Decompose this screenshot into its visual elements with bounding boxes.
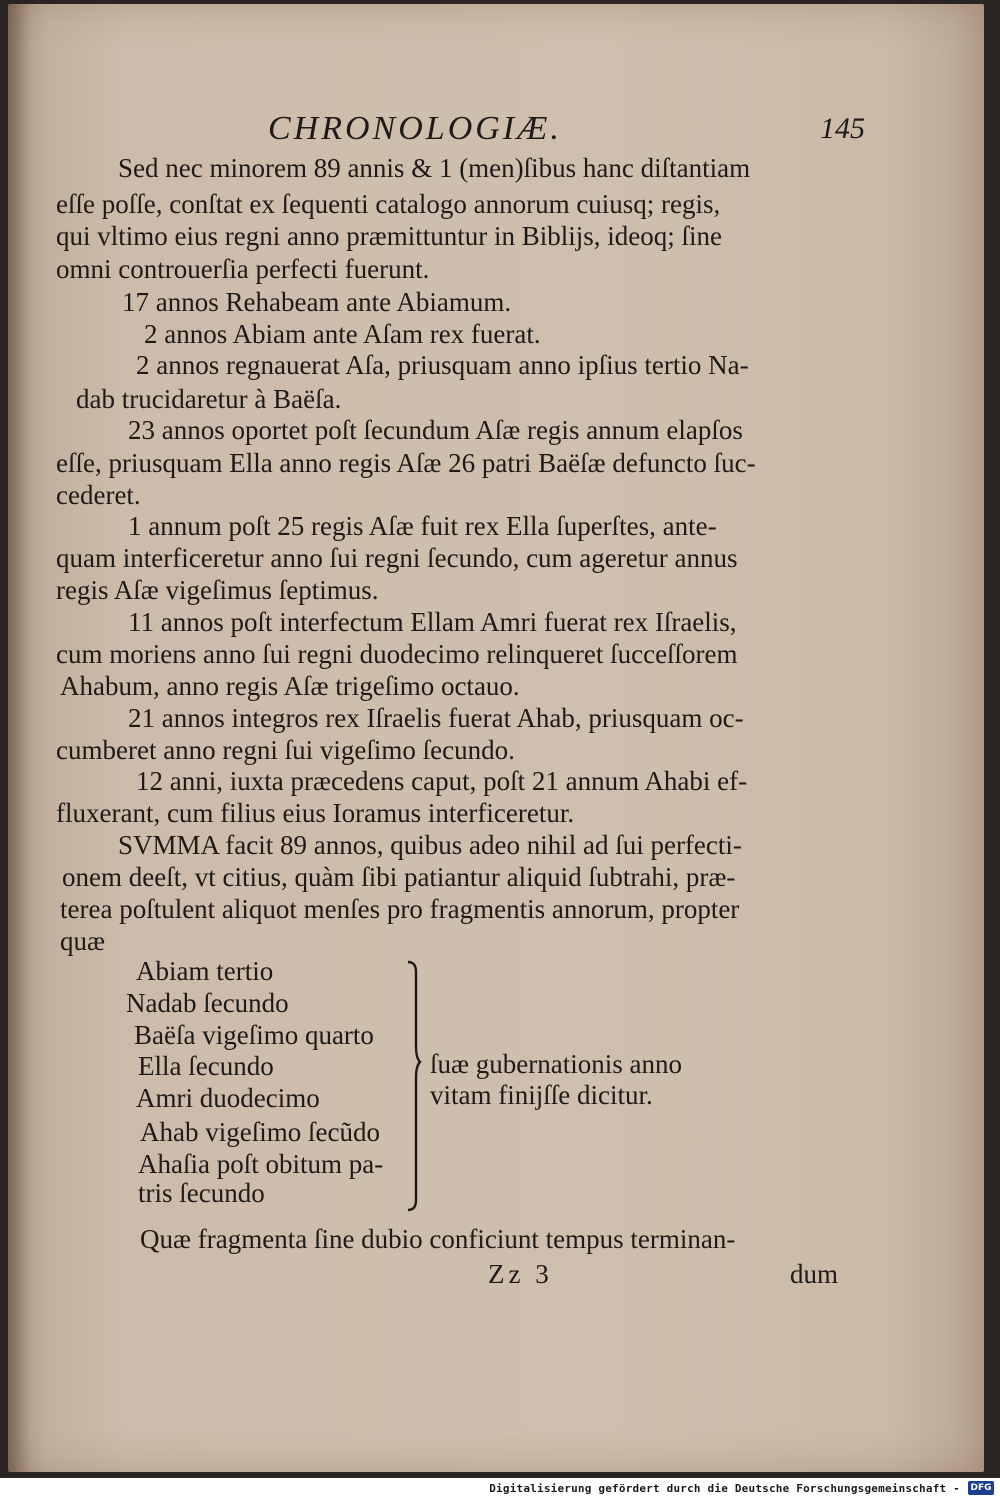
dfg-logo: DFG (968, 1481, 994, 1495)
text-line: 2 annos regnauerat Aſa, priusquam anno ipſius tertio Na- (136, 350, 749, 380)
text-line: dab trucidaretur à Baëſa. (76, 384, 342, 414)
text-line: SVMMA facit 89 annos, quibus adeo nihil ad ſui perfecti- (118, 830, 742, 860)
text-line: eſſe poſſe, conſtat ex ſequenti catalogo annorum cuiusq; regis, (56, 189, 721, 219)
closing-line: Quæ fragmenta ſine dubio conficiunt tempus terminan- (140, 1224, 736, 1254)
text-line: regis Aſæ vigeſimus ſeptimus. (56, 575, 379, 605)
text-line: 21 annos integros rex Iſraelis fuerat Ahab, priusquam oc- (128, 703, 744, 733)
catchword: dum (790, 1259, 839, 1289)
signature-mark: Zz 3 (488, 1259, 553, 1289)
brace-text: ſuæ gubernationis anno (430, 1049, 682, 1079)
text-line: 12 anni, iuxta præcedens caput, poſt 21 annum Ahabi ef- (136, 766, 748, 796)
digitization-credit: Digitalisierung gefördert durch die Deutsche Forschungsgemeinschaft - (489, 1482, 960, 1495)
brace-text: vitam finijſſe dicitur. (430, 1080, 653, 1110)
kings-list-item: Nadab ſecundo (126, 988, 289, 1018)
kings-list-item: tris ſecundo (138, 1178, 265, 1208)
running-head: CHRONOLOGIÆ. (268, 110, 562, 147)
text-line: onem deeſt, vt citius, quàm ſibi patiantur aliquid ſubtrahi, præ- (62, 862, 736, 892)
text-line: Ahabum, anno regis Aſæ trigeſimo octauo. (60, 671, 520, 701)
text-line: 23 annos oportet poſt ſecundum Aſæ regis annum elapſos (128, 415, 743, 445)
text-line: omni controuerſia perfecti fuerunt. (56, 254, 430, 284)
text-line: quæ (60, 926, 106, 956)
text-line: 17 annos Rehabeam ante Abiamum. (122, 287, 512, 317)
kings-list-item: Ahab vigeſimo ſecũdo (140, 1117, 380, 1147)
page-number: 145 (820, 112, 865, 145)
text-line: 1 annum poſt 25 regis Aſæ fuit rex Ella ſuperſtes, ante- (128, 511, 717, 541)
kings-list-item: Baëſa vigeſimo quarto (134, 1020, 374, 1050)
text-line: 2 annos Abiam ante Aſam rex fuerat. (144, 319, 541, 349)
text-line: qui vltimo eius regni anno præmittuntur in Biblijs, ideoq; ſine (56, 221, 722, 251)
text-line: terea poſtulent aliquot menſes pro fragmentis annorum, propter (60, 894, 740, 924)
text-line: quam interficeretur anno ſui regni ſecundo, cum ageretur annus (56, 543, 738, 573)
text-line: cumberet anno regni ſui vigeſimo ſecundo. (56, 735, 515, 765)
text-line: cum moriens anno ſui regni duodecimo relinqueret ſucceſſorem (56, 639, 738, 669)
text-line: cederet. (56, 480, 141, 510)
kings-list-item: Ella ſecundo (138, 1051, 274, 1081)
text-line: 11 annos poſt interfectum Ellam Amri fuerat rex Iſraelis, (128, 607, 737, 637)
curly-brace-icon (404, 958, 422, 1214)
kings-list-item: Amri duodecimo (136, 1083, 320, 1113)
kings-list-item: Ahaſia poſt obitum pa- (138, 1149, 384, 1179)
text-line: fluxerant, cum filius eius Ioramus interficeretur. (56, 798, 575, 828)
kings-list-item: Abiam tertio (136, 956, 274, 986)
text-line: Sed nec minorem 89 annis & 1 (men)ſibus hanc diſtantiam (118, 153, 751, 183)
text-line: eſſe, priusquam Ella anno regis Aſæ 26 patri Baëſæ defuncto ſuc- (56, 448, 756, 478)
